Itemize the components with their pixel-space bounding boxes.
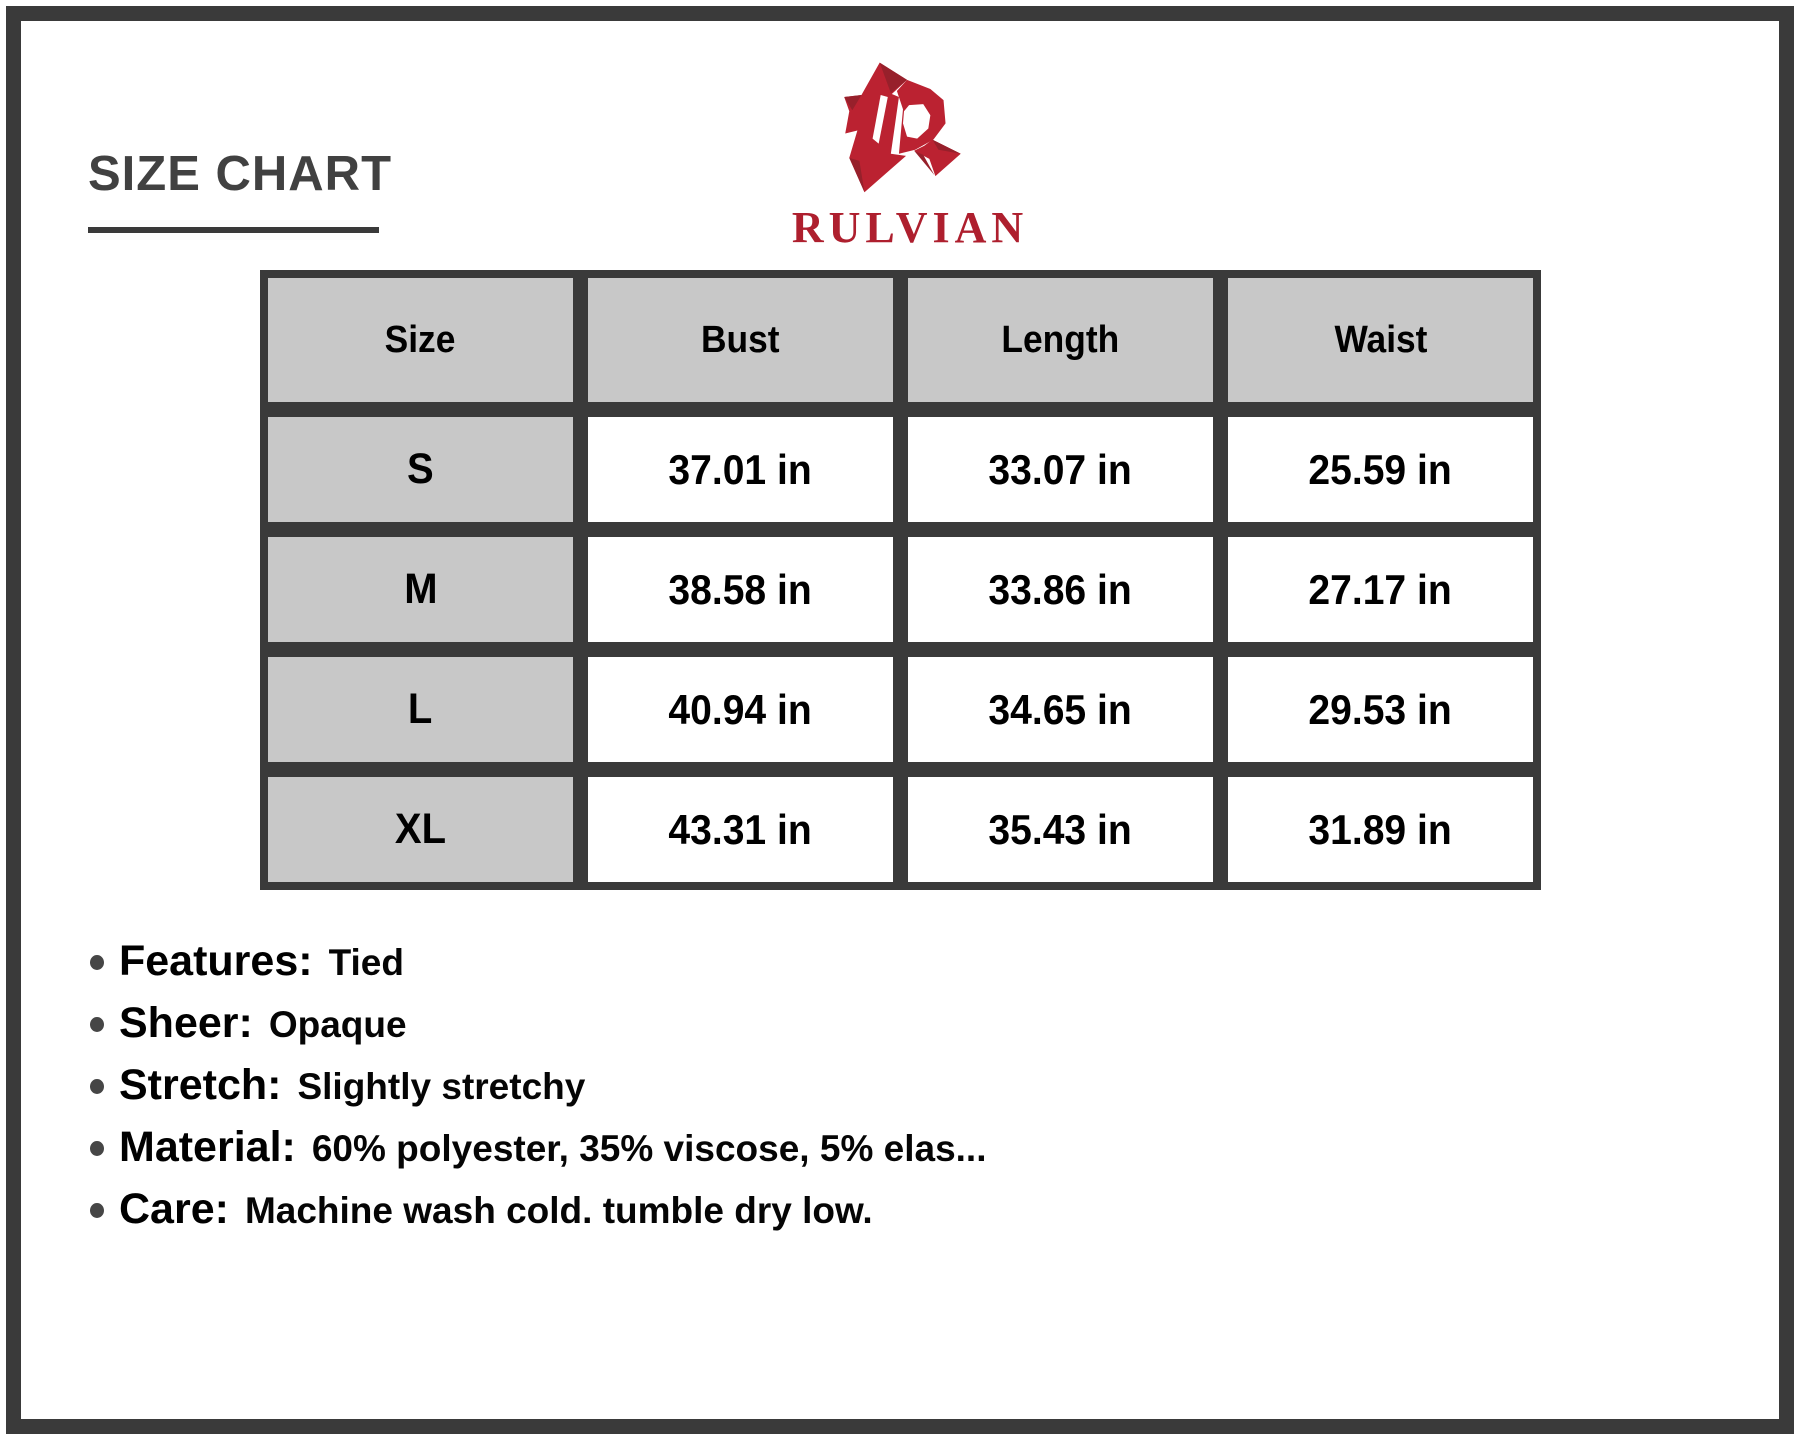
measurement-cell-l-length [908, 657, 1213, 762]
measurement-cell-m-waist [1228, 537, 1533, 642]
column-header-waist-label: Waist [1334, 318, 1427, 361]
measurement-cell-l-bust [588, 657, 893, 762]
spec-value-care: Machine wash cold. tumble dry low. [244, 1190, 873, 1231]
row-label-xl-text: XL [394, 805, 447, 853]
spec-label-care: Care: [119, 1185, 229, 1233]
measurement-cell-m-bust [588, 537, 893, 642]
row-label-m [268, 537, 573, 642]
brand-name: RULVIAN [791, 203, 1029, 252]
measurement-cell-s-waist [1228, 417, 1533, 522]
measurement-l-bust: 40.94 in [668, 685, 813, 733]
spec-value-material: 60% polyester, 35% viscose, 5% elas... [311, 1128, 987, 1169]
brand-r-logo-icon [828, 52, 980, 210]
spec-list-item [90, 1062, 986, 1110]
column-header-size-label: Size [385, 318, 456, 361]
spec-list-item [90, 1124, 986, 1172]
measurement-l-length: 34.65 in [988, 685, 1133, 733]
spec-label-material: Material: [119, 1123, 296, 1171]
spec-label-sheer: Sheer: [119, 999, 253, 1047]
spec-value-sheer: Opaque [268, 1004, 407, 1045]
spec-list-item [90, 1000, 986, 1048]
measurement-xl-waist: 31.89 in [1308, 805, 1453, 853]
measurement-m-length: 33.86 in [988, 565, 1133, 613]
measurement-cell-m-length [908, 537, 1213, 642]
measurement-cell-l-waist [1228, 657, 1533, 762]
spec-value-stretch: Slightly stretchy [297, 1066, 586, 1107]
bullet-icon [90, 1203, 104, 1218]
measurement-cell-s-bust [588, 417, 893, 522]
measurement-cell-xl-bust [588, 777, 893, 882]
measurement-m-waist: 27.17 in [1308, 565, 1453, 613]
measurement-cell-s-length [908, 417, 1213, 522]
measurement-xl-length: 35.43 in [988, 805, 1133, 853]
measurement-cell-xl-length [908, 777, 1213, 882]
row-label-s [268, 417, 573, 522]
measurement-m-bust: 38.58 in [668, 565, 813, 613]
spec-value-features: Tied [328, 942, 404, 983]
column-header-bust-label: Bust [701, 318, 780, 361]
measurement-s-length: 33.07 in [988, 445, 1133, 493]
spec-list-item [90, 1186, 986, 1234]
column-header-waist [1228, 278, 1533, 402]
bullet-icon [90, 1079, 104, 1094]
column-header-size [268, 278, 573, 402]
bullet-icon [90, 1141, 104, 1156]
product-spec-list [90, 938, 986, 1234]
row-label-xl [268, 777, 573, 882]
page-title: SIZE CHART [88, 147, 392, 201]
row-label-l-text: L [408, 685, 433, 733]
column-header-bust [588, 278, 893, 402]
bullet-icon [90, 1017, 104, 1032]
column-header-length [908, 278, 1213, 402]
spec-label-stretch: Stretch: [119, 1061, 282, 1109]
title-underline [88, 227, 379, 233]
measurement-cell-xl-waist [1228, 777, 1533, 882]
row-label-s-text: S [407, 445, 434, 493]
measurement-l-waist: 29.53 in [1308, 685, 1453, 733]
measurement-s-bust: 37.01 in [668, 445, 813, 493]
row-label-l [268, 657, 573, 762]
row-label-m-text: M [403, 565, 438, 613]
column-header-length-label: Length [1001, 318, 1120, 361]
size-chart-table [260, 270, 1541, 890]
spec-label-features: Features: [119, 937, 313, 985]
bullet-icon [90, 955, 104, 970]
measurement-s-waist: 25.59 in [1308, 445, 1453, 493]
spec-list-item [90, 938, 986, 986]
measurement-xl-bust: 43.31 in [668, 805, 813, 853]
